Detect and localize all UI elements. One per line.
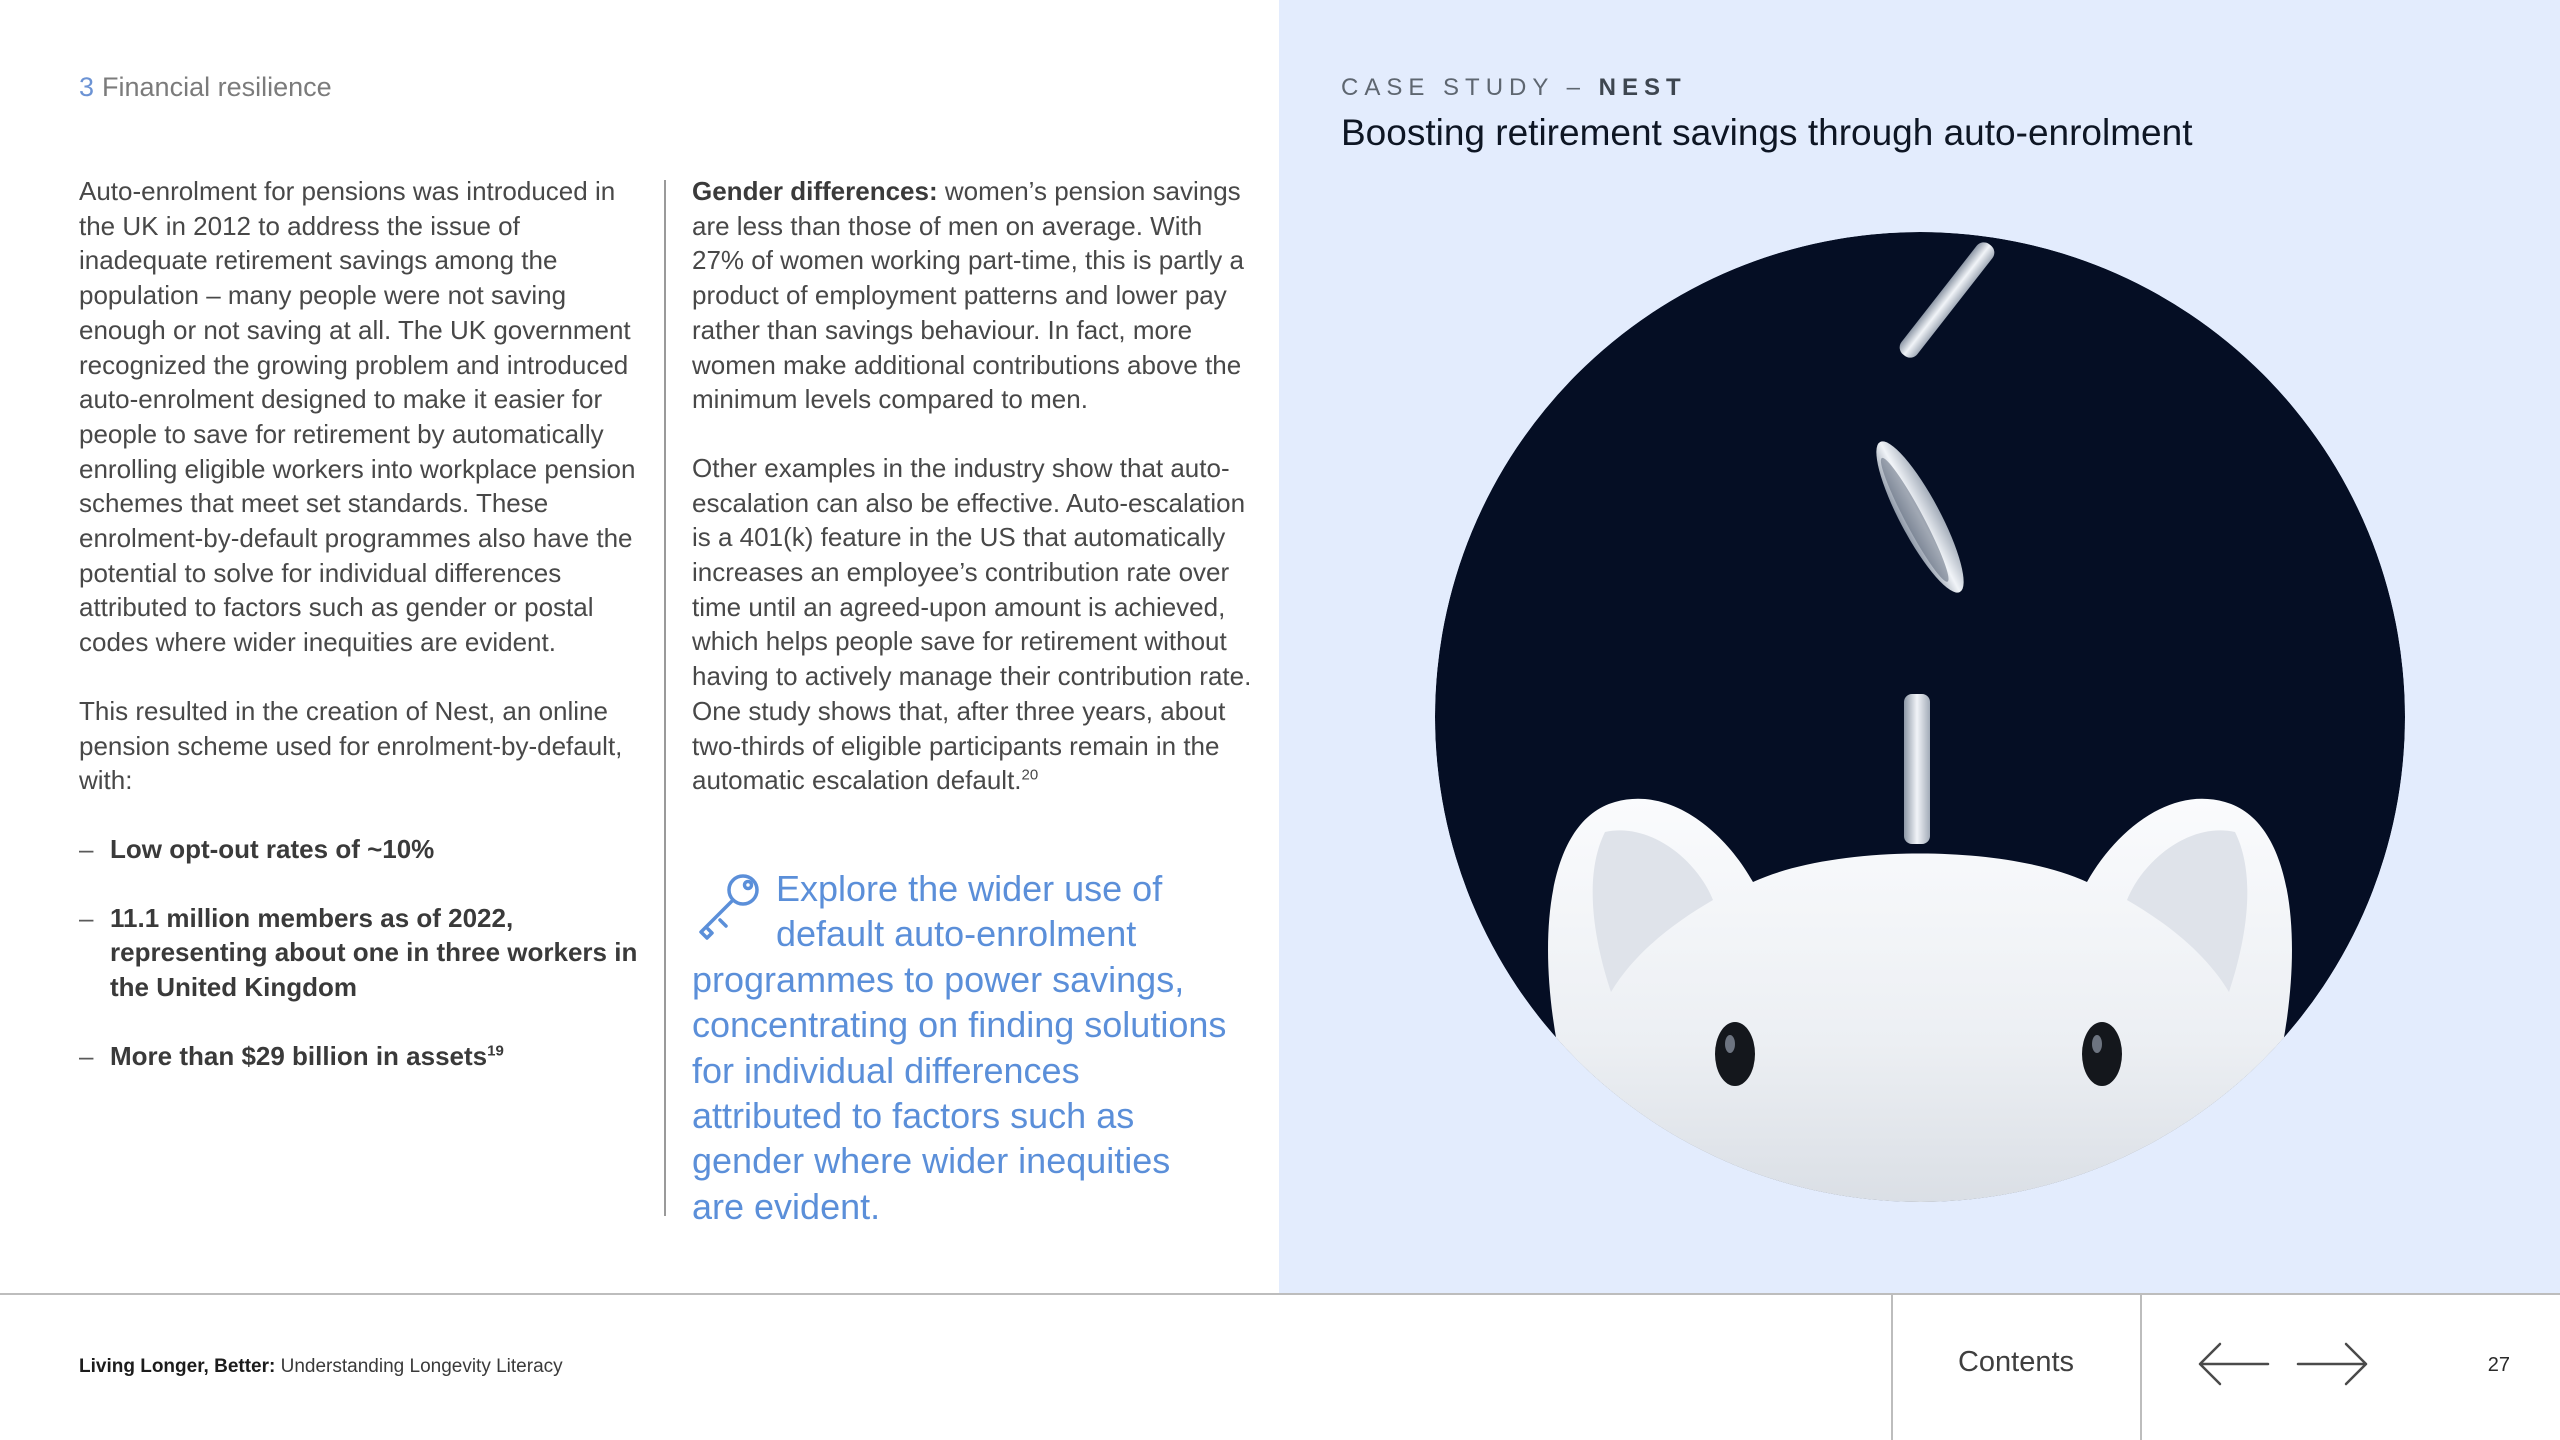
case-study-name: NEST [1598,74,1687,101]
section-number: 3 [79,72,95,102]
right-text-column [692,174,1252,832]
page-number: 27 [2487,1354,2510,1376]
key-icon [692,866,772,946]
contents-link[interactable]: Contents [1957,1346,2075,1378]
column-divider [664,180,666,1216]
gender-paragraph: Gender differences: women’s pension savings are less than those of men on average. With 27% of women working part-time, this is partly a product of employment patterns and lower pay rather than savings behaviour. In fact, more women make additional contributions above the minimum levels compared to men. [692,176,1244,415]
footnote-ref[interactable]: 20 [1021,766,1039,784]
gender-heading: Gender differences: [692,176,938,206]
list-item: – More than $29 billion in assets$^{19}$ [79,1040,504,1071]
footer-separator [2140,1294,2142,1440]
left-text-column [79,174,639,1107]
piggy-bank-illustration [1435,232,2405,1202]
section-label [79,72,332,103]
list-item: – Low opt-out rates of ~10% [79,833,435,864]
list-item: – 11.1 million members as of 2022, representing about one in three workers in the United Kingdom [79,902,638,1003]
nest-stats-list [79,832,639,1074]
piggy-bank [1548,799,2292,1202]
footnote-ref[interactable]: 19 [487,1042,504,1060]
left-panel [0,0,1279,1293]
report-title: Living Longer, Better: Understanding Longevity Literacy [79,1356,563,1377]
arrow-right-icon[interactable] [2296,1340,2370,1388]
intro-paragraph: Auto-enrolment for pensions was introduced in the UK in 2012 to address the issue of inadequate retirement savings among the population – many people were not saving enough or not saving at all. The UK government recognized the growing problem and introduced auto-enrolment designed to make it easier for people to save for retirement by automatically enrolling eligible workers into workplace pension schemes that meet set standards. These enrolment-by-default programmes also have the potential to solve for individual differences attributed to factors such as gender or postal codes where wider inequities are evident. [79,176,636,658]
section-title: Financial resilience [102,72,332,102]
case-study-label: CASE STUDY – NEST [1341,74,1687,101]
callout-text: Explore the wider use of default auto-enrolment programmes to power savings, concentrating on finding solutions for individual differences attributed to factors such as gender where wider inequities are evident. [692,868,1227,1227]
coin [1904,694,1930,844]
key-takeaway-callout [692,866,1232,1229]
case-study-title: Boosting retirement savings through auto-enrolment [1341,112,2193,153]
footer-divider [0,1293,2560,1295]
arrow-left-icon[interactable] [2196,1340,2270,1388]
escalation-paragraph: Other examples in the industry show that auto-escalation can also be effective. Auto-escalation is a 401(k) feature in the US that automatically increases an employee’s contribution rate over time until an agreed-upon amount is achieved, which helps people save for retirement without having to actively manage their contribution rate. One study shows that, after three years, about two-thirds of eligible participants remain in the automatic escalation default.$^{20}$ [692,452,1252,796]
nest-paragraph: This resulted in the creation of Nest, an online pension scheme used for enrolment-by-default, with: [79,695,623,796]
